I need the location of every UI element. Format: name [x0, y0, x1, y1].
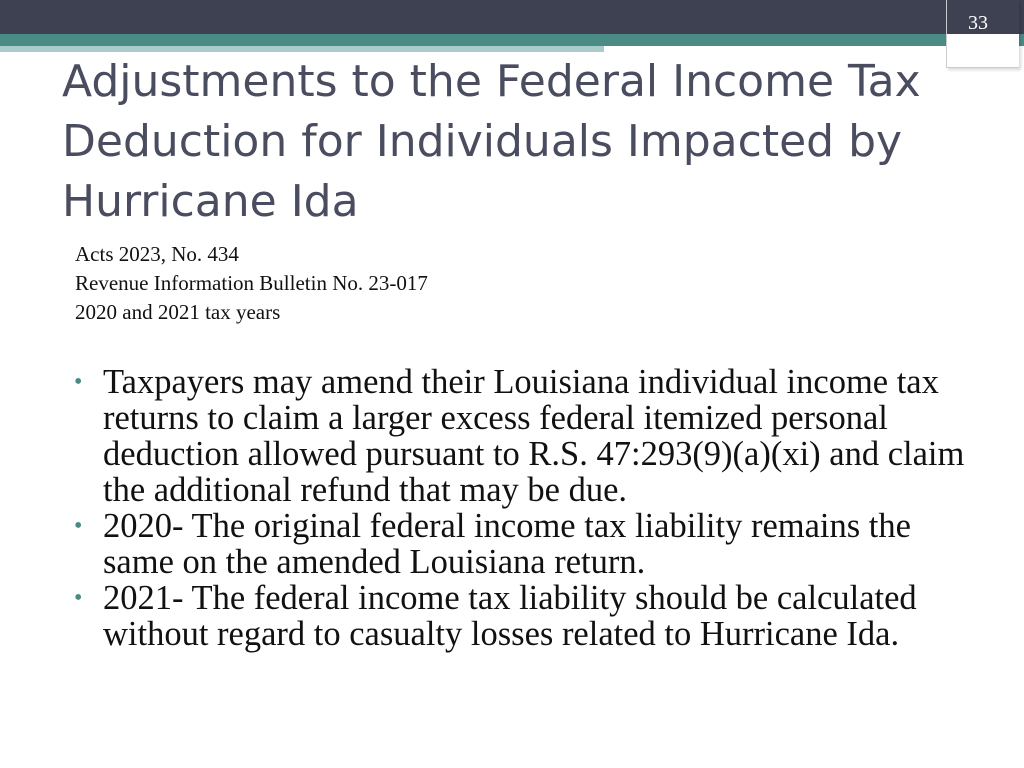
bullet-text: 2021- The federal income tax liability should be calculated without regard to casualty losses related to Hurricane Ida. — [103, 579, 917, 653]
bullet-text: Taxpayers may amend their Louisiana individual income tax returns to claim a larger excess federal itemized personal deduction allowed pursuant to R.S. 47:293(9)(a)(xi) and claim the additional refund that may be due. — [103, 363, 965, 509]
bullet-text: 2020- The original federal income tax liability remains the same on the amended Louisiana return. — [103, 507, 911, 581]
bullet-item — [74, 580, 974, 652]
bullet-dot-icon: • — [74, 369, 83, 395]
bullet-dot-icon: • — [74, 585, 83, 611]
subtitle-block — [75, 240, 775, 327]
slide-number: 33 — [968, 12, 988, 34]
bullet-list — [74, 364, 974, 652]
subtitle-line: Acts 2023, No. 434 — [75, 242, 239, 266]
subtitle-line: 2020 and 2021 tax years — [75, 300, 281, 324]
subtitle-line: Revenue Information Bulletin No. 23-017 — [75, 271, 428, 295]
header-band — [0, 0, 1024, 34]
slide-title: Adjustments to the Federal Income Tax Deduction for Individuals Impacted by Hurricane Ida — [62, 56, 921, 227]
bullet-item — [74, 508, 974, 580]
bullet-dot-icon: • — [74, 513, 83, 539]
accent-stripe — [0, 34, 1024, 46]
bullet-item — [74, 364, 974, 508]
